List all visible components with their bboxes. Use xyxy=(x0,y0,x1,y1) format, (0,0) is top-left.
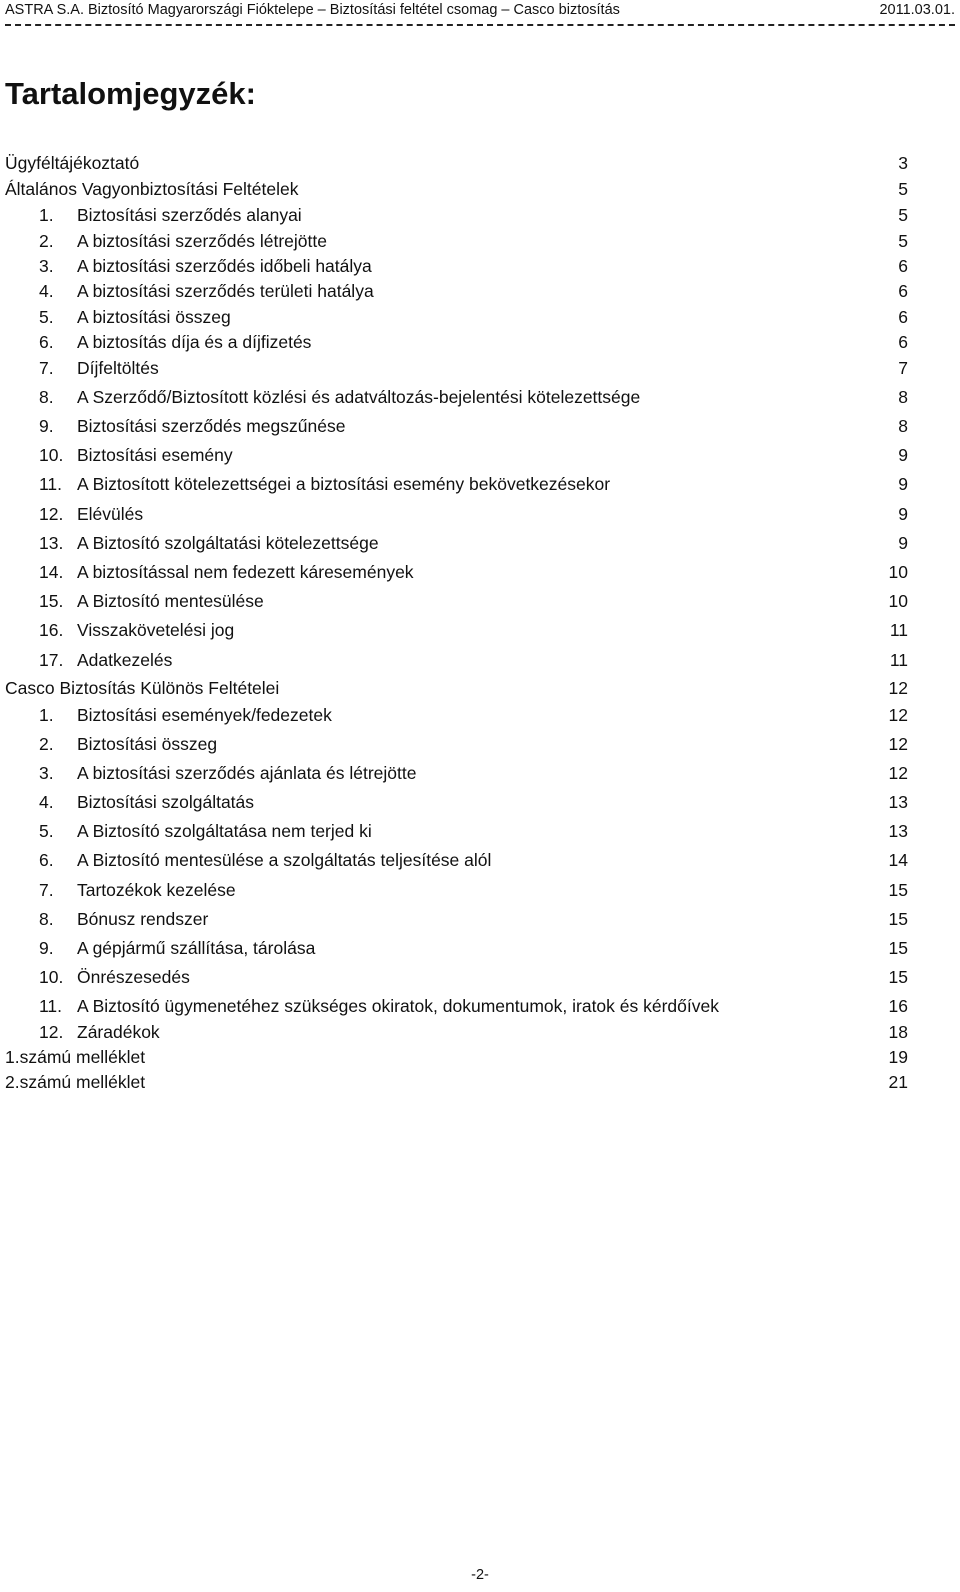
toc-entry-page: 15 xyxy=(888,880,908,900)
toc-entry xyxy=(0,589,960,613)
toc-entry-title: A biztosítási szerződés létrejötte xyxy=(77,231,327,251)
toc-entry-number: 4. xyxy=(39,281,54,301)
toc-entry-page: 7 xyxy=(898,358,908,378)
header-date: 2011.03.01. xyxy=(879,2,955,18)
toc-entry-number: 6. xyxy=(39,850,54,870)
toc-entry-title: A Biztosító mentesülése a szolgáltatás teljesítése alól xyxy=(77,850,492,870)
toc-entry-title: A Biztosító mentesülése xyxy=(77,591,264,611)
toc-entry-title: A Biztosító szolgáltatása nem terjed ki xyxy=(77,821,372,841)
toc-entry xyxy=(0,531,960,555)
toc-entry xyxy=(0,703,960,727)
header-document-title: ASTRA S.A. Biztosító Magyarországi Fióktelepe – Biztosítási feltétel csomag – Casco biztosítás xyxy=(5,2,620,18)
toc-entry-page: 14 xyxy=(888,850,908,870)
page-title: Tartalomjegyzék: xyxy=(5,76,256,111)
toc-entry xyxy=(0,936,960,960)
toc-entry xyxy=(0,732,960,756)
toc-entry xyxy=(0,560,960,584)
toc-entry-title: Tartozékok kezelése xyxy=(77,880,236,900)
toc-entry-title: 1.számú melléklet xyxy=(5,1047,146,1067)
toc-entry-number: 2. xyxy=(39,231,54,251)
toc-entry xyxy=(0,819,960,843)
toc-entry-title: Bónusz rendszer xyxy=(77,909,209,929)
toc-entry-number: 4. xyxy=(39,792,54,812)
toc-entry-number: 7. xyxy=(39,880,54,900)
toc-entry-title: A biztosítás díja és a díjfizetés xyxy=(77,332,312,352)
toc-entry-number: 9. xyxy=(39,416,54,436)
toc-entry xyxy=(0,502,960,526)
toc-entry-page: 18 xyxy=(888,1022,908,1042)
toc-entry-number: 5. xyxy=(39,821,54,841)
toc-entry-title: A Szerződő/Biztosított közlési és adatváltozás-bejelentési kötelezettsége xyxy=(77,387,641,407)
toc-entry-page: 9 xyxy=(898,533,908,553)
toc-entry-title: Díjfeltöltés xyxy=(77,358,159,378)
toc-entry-title: Önrészesedés xyxy=(77,967,190,987)
toc-entry-title: A biztosítással nem fedezett káresemények xyxy=(77,562,414,582)
toc-entry-title: Biztosítási szolgáltatás xyxy=(77,792,255,812)
toc-entry-title: Záradékok xyxy=(77,1022,160,1042)
toc-entry-title: Visszakövetelési jog xyxy=(77,620,235,640)
toc-entry-number: 14. xyxy=(39,562,64,582)
toc-entry-number: 9. xyxy=(39,938,54,958)
toc-entry-number: 6. xyxy=(39,332,54,352)
toc-entry xyxy=(0,414,960,438)
toc-entry xyxy=(0,761,960,785)
toc-entry-title: A biztosítási szerződés ajánlata és létrejötte xyxy=(77,763,417,783)
toc-entry xyxy=(0,177,960,201)
toc-entry xyxy=(0,965,960,989)
toc-entry-number: 8. xyxy=(39,387,54,407)
toc-entry xyxy=(0,848,960,872)
toc-entry-number: 17. xyxy=(39,650,64,670)
toc-entry-page: 21 xyxy=(888,1072,908,1092)
toc-entry xyxy=(0,1070,960,1094)
toc-entry-page: 11 xyxy=(889,620,908,640)
toc-entry xyxy=(0,356,960,380)
toc-entry-number: 7. xyxy=(39,358,54,378)
toc-entry-page: 5 xyxy=(898,231,908,251)
toc-entry-page: 10 xyxy=(888,591,908,611)
toc-entry-title: Biztosítási szerződés megszűnése xyxy=(77,416,346,436)
toc-entry-page: 15 xyxy=(888,967,908,987)
toc-entry-page: 9 xyxy=(898,504,908,524)
toc-entry xyxy=(0,305,960,329)
toc-entry-page: 6 xyxy=(898,307,908,327)
toc-entry-page: 15 xyxy=(888,909,908,929)
toc-entry-number: 2. xyxy=(39,734,54,754)
toc-entry-page: 3 xyxy=(898,153,908,173)
toc-entry-page: 5 xyxy=(898,205,908,225)
toc-entry xyxy=(0,385,960,409)
toc-entry-page: 12 xyxy=(888,763,908,783)
toc-entry xyxy=(0,648,960,672)
toc-entry xyxy=(0,878,960,902)
toc-entry xyxy=(0,279,960,303)
toc-entry-number: 1. xyxy=(39,705,54,725)
toc-entry-page: 13 xyxy=(888,792,908,812)
toc-entry-number: 15. xyxy=(39,591,64,611)
toc-entry xyxy=(0,443,960,467)
toc-entry-number: 3. xyxy=(39,256,54,276)
toc-entry-title: 2.számú melléklet xyxy=(5,1072,146,1092)
toc-entry-number: 12. xyxy=(39,1022,64,1042)
toc-entry xyxy=(0,907,960,931)
toc-entry xyxy=(0,203,960,227)
toc-entry-number: 10. xyxy=(39,445,64,465)
toc-entry-number: 10. xyxy=(39,967,64,987)
toc-entry-number: 3. xyxy=(39,763,54,783)
toc-entry-title: A Biztosító szolgáltatási kötelezettsége xyxy=(77,533,379,553)
toc-entry-number: 13. xyxy=(39,533,64,553)
toc-entry-title: Biztosítási összeg xyxy=(77,734,218,754)
toc-entry-page: 9 xyxy=(898,474,908,494)
toc-entry-page: 8 xyxy=(898,387,908,407)
toc-entry-title: A Biztosított kötelezettségei a biztosítási esemény bekövetkezésekor xyxy=(77,474,611,494)
toc-entry-title: A biztosítási szerződés területi hatálya xyxy=(77,281,374,301)
toc-entry-page: 12 xyxy=(888,678,908,698)
toc-entry-title: Elévülés xyxy=(77,504,144,524)
toc-entry xyxy=(0,151,960,175)
toc-entry-title: Általános Vagyonbiztosítási Feltételek xyxy=(5,179,299,199)
toc-entry-page: 8 xyxy=(898,416,908,436)
toc-entry-number: 11. xyxy=(39,996,63,1016)
toc-entry-title: Adatkezelés xyxy=(77,650,173,670)
toc-entry-page: 12 xyxy=(888,734,908,754)
toc-entry-title: A gépjármű szállítása, tárolása xyxy=(77,938,316,958)
toc-entry xyxy=(0,1020,960,1044)
toc-entry-title: Biztosítási esemény xyxy=(77,445,233,465)
toc-entry-page: 12 xyxy=(888,705,908,725)
toc-entry xyxy=(0,618,960,642)
page-number: -2- xyxy=(471,1567,489,1583)
toc-entry xyxy=(0,676,960,700)
toc-entry xyxy=(0,472,960,496)
toc-entry-number: 12. xyxy=(39,504,64,524)
toc-entry-title: A biztosítási szerződés időbeli hatálya xyxy=(77,256,372,276)
toc-entry-page: 5 xyxy=(898,179,908,199)
toc-entry-number: 8. xyxy=(39,909,54,929)
toc-entry xyxy=(0,1045,960,1069)
toc-entry-title: Biztosítási események/fedezetek xyxy=(77,705,332,725)
toc-entry-title: Casco Biztosítás Különös Feltételei xyxy=(5,678,280,698)
toc-entry-page: 6 xyxy=(898,256,908,276)
toc-entry-number: 1. xyxy=(39,205,54,225)
toc-entry-page: 10 xyxy=(888,562,908,582)
toc-entry-page: 9 xyxy=(898,445,908,465)
toc-entry-page: 16 xyxy=(888,996,908,1016)
toc-entry-page: 6 xyxy=(898,281,908,301)
toc-entry-title: A Biztosító ügymenetéhez szükséges okiratok, dokumentumok, iratok és kérdőívek xyxy=(77,996,719,1016)
toc-entry xyxy=(0,330,960,354)
toc-entry-number: 11. xyxy=(39,474,63,494)
toc-entry xyxy=(0,994,960,1018)
toc-entry-page: 11 xyxy=(889,650,908,670)
toc-entry-page: 6 xyxy=(898,332,908,352)
toc-entry xyxy=(0,254,960,278)
toc-entry-number: 16. xyxy=(39,620,64,640)
toc-entry-page: 19 xyxy=(888,1047,908,1067)
toc-entry xyxy=(0,229,960,253)
toc-entry-title: Ügyféltájékoztató xyxy=(5,153,140,173)
toc-entry-title: A biztosítási összeg xyxy=(77,307,231,327)
toc-entry xyxy=(0,790,960,814)
toc-entry-number: 5. xyxy=(39,307,54,327)
toc-entry-page: 13 xyxy=(888,821,908,841)
toc-entry-page: 15 xyxy=(888,938,908,958)
toc-entry-title: Biztosítási szerződés alanyai xyxy=(77,205,302,225)
